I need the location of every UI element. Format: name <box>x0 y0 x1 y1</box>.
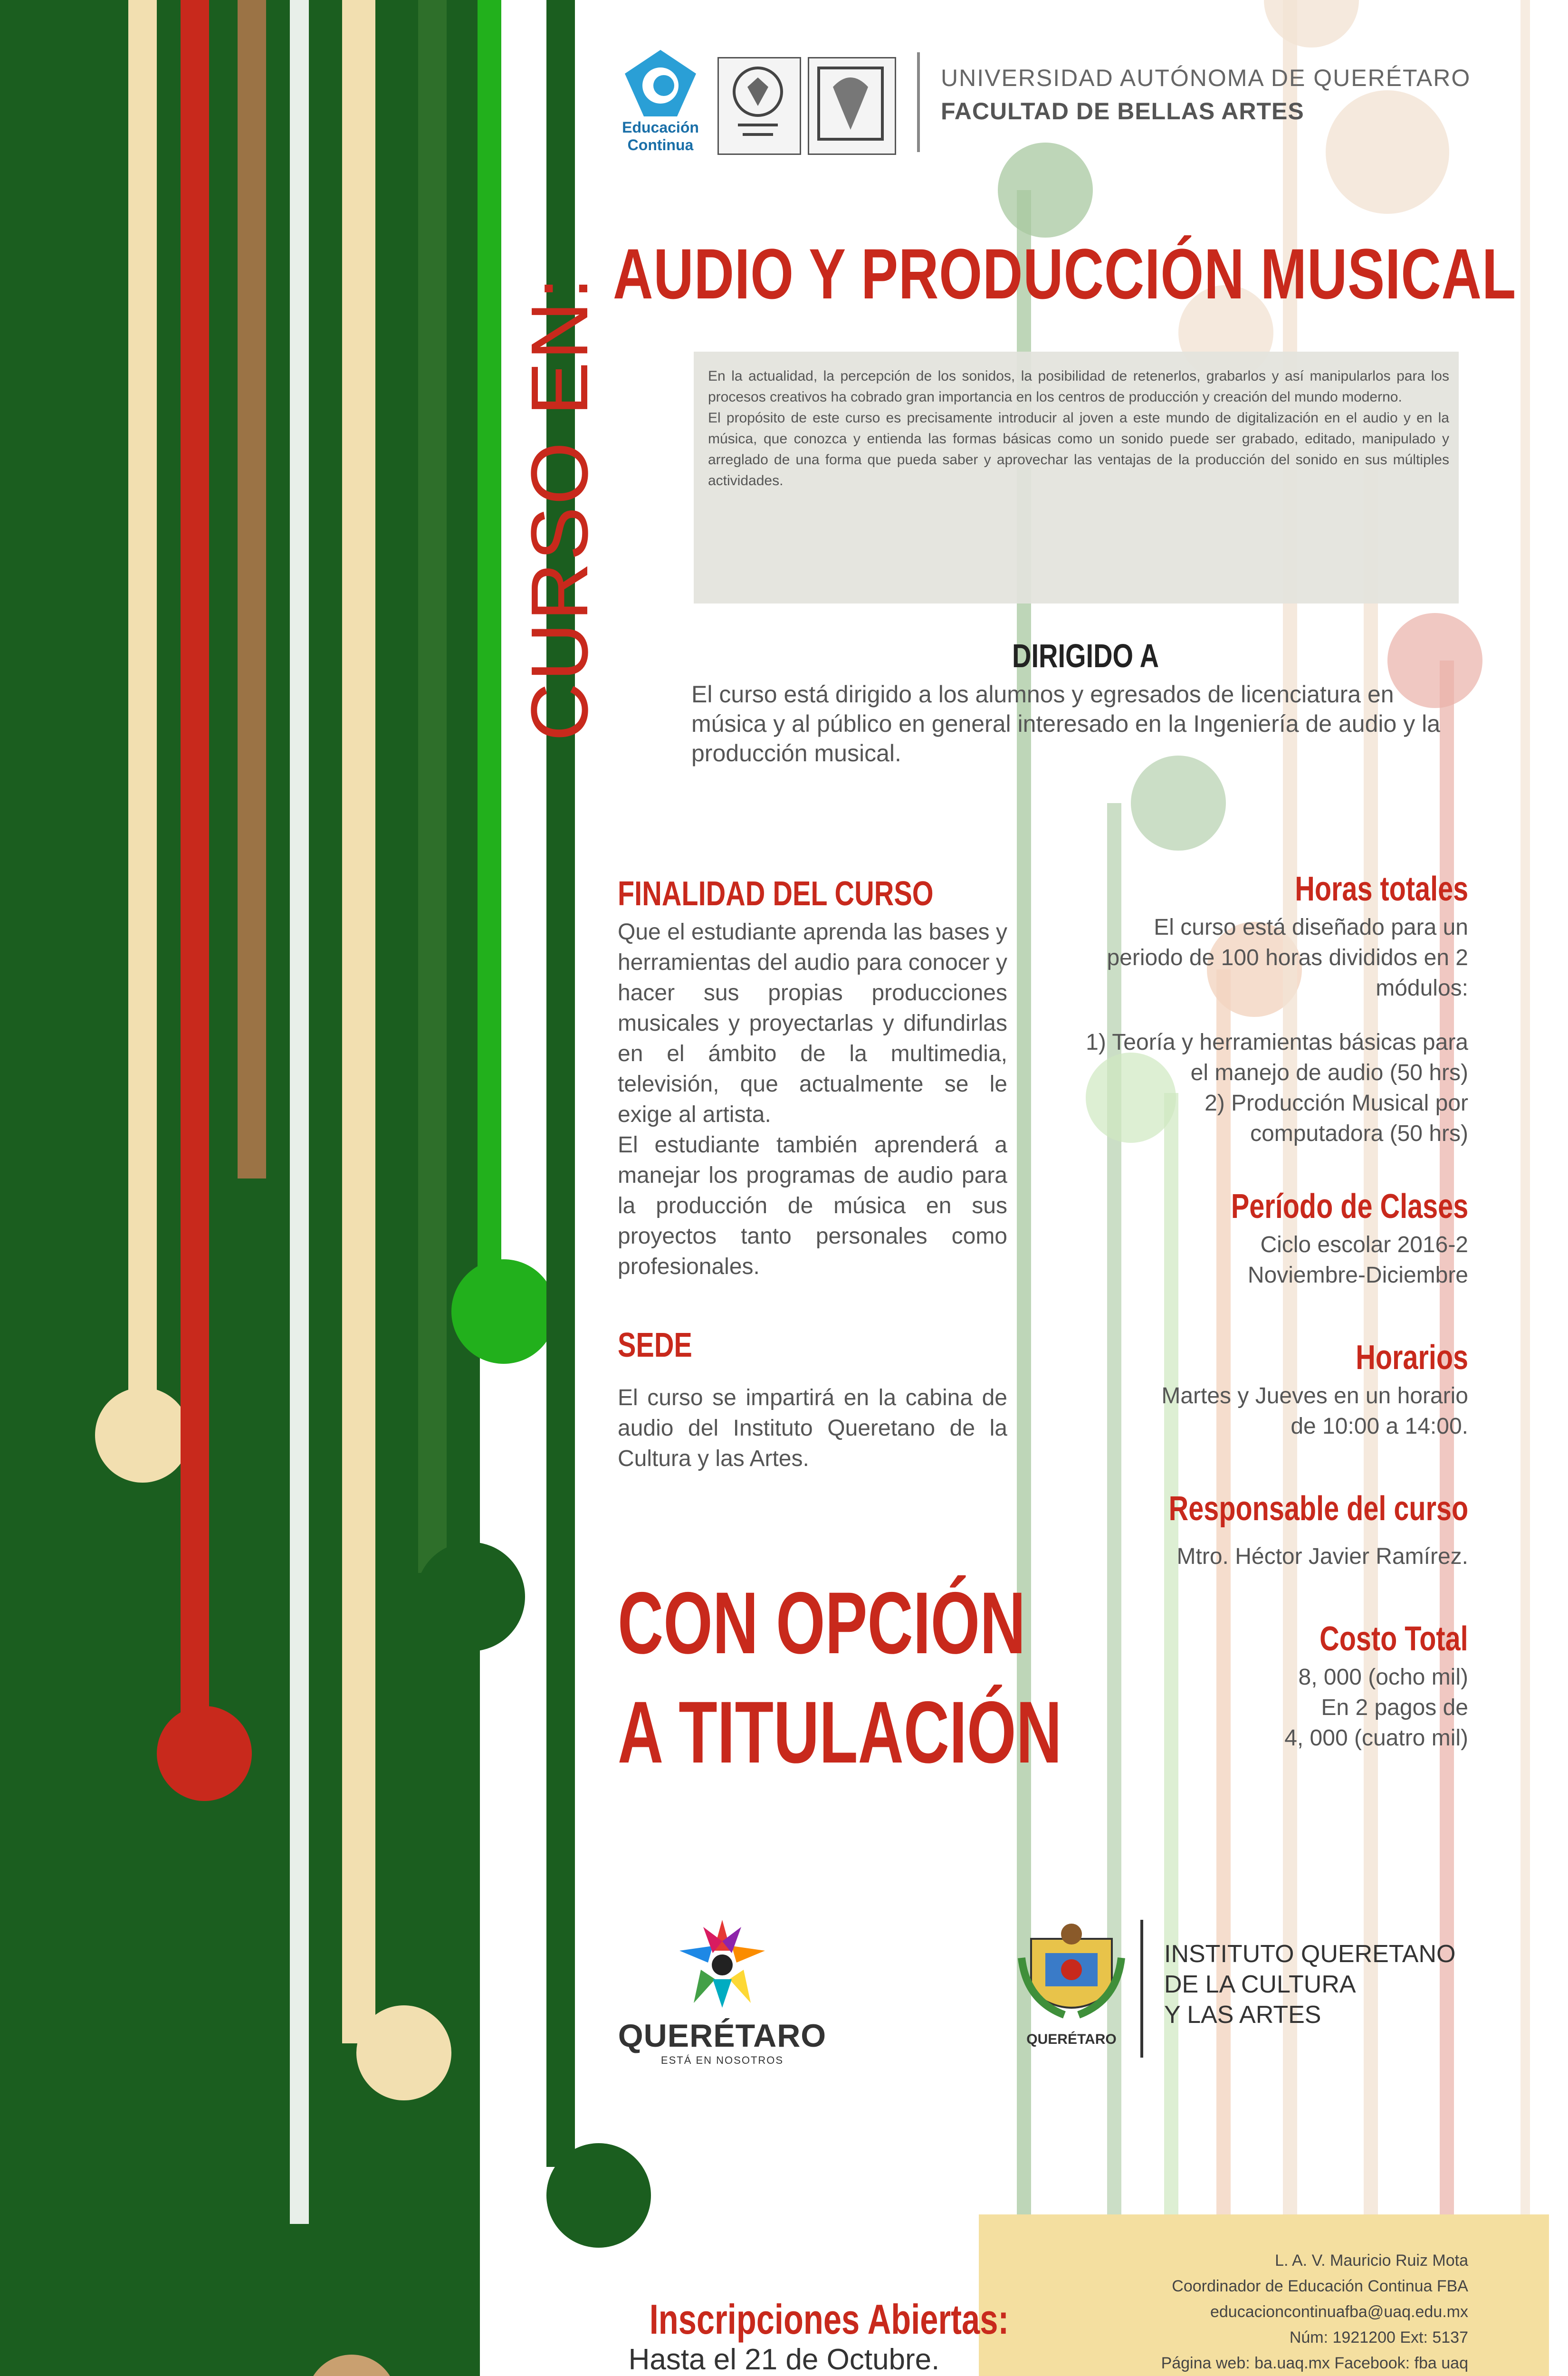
dark-green-dot <box>546 2143 651 2248</box>
sage-dot-1 <box>998 143 1093 238</box>
sede-heading: SEDE <box>618 1326 692 1364</box>
horas-module-2: 2) Producción Musical por computadora (50 hrs) <box>1205 1091 1468 1146</box>
contact-web[interactable]: Página web: ba.uaq.mx Facebook: fba uaq <box>1161 2354 1468 2372</box>
bright-green-dot <box>451 1259 556 1364</box>
brown-stripe <box>238 0 266 1178</box>
horas-intro: El curso está diseñado para un periodo de 100 horas divididos en 2 módulos: <box>1107 915 1468 1001</box>
finalidad-heading: FINALIDAD DEL CURSO <box>618 875 934 913</box>
course-title: AUDIO Y PRODUCCIÓN MUSICAL <box>613 234 1517 314</box>
iqca-name <box>1164 1939 1455 2030</box>
costo-line-3: 4, 000 (cuatro mil) <box>1284 1725 1468 1751</box>
contact-role: Coordinador de Educación Continua FBA <box>1172 2277 1468 2295</box>
intro-paragraph-2: El propósito de este curso es precisamente introducir al joven a este mundo de digitalización en el audio y en la música, que conozca y entienda las formas básicas como un sonido puede ser grabado, editado, manipulado y arreglado de una forma que pueda saber y aprovechar las ventajas de la producción del sonido en sus múltiples actividades. <box>708 410 1449 489</box>
horarios-line-2: de 10:00 a 14:00. <box>1291 1414 1468 1439</box>
periodo-line-1: Ciclo escolar 2016-2 <box>1260 1232 1468 1257</box>
continua-label: Continua <box>627 136 694 153</box>
gov-queretaro-logo <box>1012 1920 1131 2058</box>
horas-heading-text: Horas totales <box>1295 870 1468 908</box>
gov-queretaro-label: QUERÉTARO <box>1026 2031 1117 2047</box>
responsable-heading-text: Responsable del curso <box>1168 1490 1468 1528</box>
fba-seal <box>808 57 896 155</box>
periodo-heading-text: Período de Clases <box>1231 1188 1468 1226</box>
contact-phone: Núm: 1921200 Ext: 5137 <box>1289 2328 1468 2347</box>
cream-dot-1 <box>1326 90 1449 214</box>
uaq-seal <box>717 57 801 155</box>
contact-name: L. A. V. Mauricio Ruiz Mota <box>1275 2251 1468 2270</box>
bright-green-stripe <box>478 0 501 1283</box>
iqca-line-1: INSTITUTO QUERETANO <box>1164 1940 1456 1968</box>
faculty-name: FACULTAD DE BELLAS ARTES <box>941 98 1304 125</box>
green-dot <box>416 1542 525 1651</box>
intro-text <box>708 366 1449 491</box>
dirigido-text: El curso está dirigido a los alumnos y egresados de licenciatura en música y al público en general interesado en la Ingeniería de audio y la producción musical. <box>691 681 1441 766</box>
contact-block <box>993 2248 1468 2376</box>
queretaro-sub-label: ESTÁ EN NOSOTROS <box>660 2054 784 2066</box>
red-dot <box>157 1706 252 1801</box>
finalidad-paragraph-2: El estudiante también aprenderá a manejar los programas de audio para la producción de música en sus proyectos tanto personales como profesionales. <box>618 1132 1007 1279</box>
curso-en-vertical <box>513 219 608 741</box>
iqca-line-2: DE LA CULTURA <box>1164 1971 1356 1998</box>
header-divider <box>917 52 920 152</box>
inscripciones-date: Hasta el 21 de Octubre. <box>628 2343 940 2376</box>
contact-email[interactable]: educacioncontinuafba@uaq.edu.mx <box>1210 2303 1468 2321</box>
costo-heading-text: Costo Total <box>1319 1620 1468 1658</box>
sage-dot-2 <box>1131 756 1226 851</box>
educacion-continua-logo <box>611 45 710 153</box>
white-stripe <box>290 0 309 2224</box>
costo-heading <box>1045 1619 1468 1662</box>
queretaro-main-label: QUERÉTARO <box>618 2018 827 2054</box>
educacion-label: Educación <box>622 119 699 136</box>
gov-shield-icon <box>1012 1920 1131 2029</box>
horarios-line-1: Martes y Jueves en un horario <box>1161 1383 1468 1408</box>
intro-paragraph-1: En la actualidad, la percepción de los sonidos, la posibilidad de retenerlos, grabarlos y así manipularlos para los procesos creativos ha cobrado gran importancia en los centros de producción y creación del mundo moderno. <box>708 368 1449 405</box>
educacion-continua-icon <box>611 45 710 121</box>
periodo-line-2: Noviembre-Diciembre <box>1247 1263 1468 1288</box>
cream-dot-top <box>1264 0 1359 48</box>
curso-en-text: CURSO EN: <box>515 275 605 741</box>
uaq-seal-icon <box>719 58 797 151</box>
queretaro-flower-icon <box>613 1915 832 2015</box>
periodo-heading <box>1045 1187 1468 1230</box>
sede-text: El curso se impartirá en la cabina de audio del Instituto Queretano de la Cultura y las Artes. <box>618 1385 1007 1471</box>
horas-module-1: 1) Teoría y herramientas básicas para el manejo de audio (50 hrs) <box>1086 1030 1468 1085</box>
tan-dot-2 <box>356 2005 451 2100</box>
costo-line-1: 8, 000 (ocho mil) <box>1298 1665 1468 1690</box>
tan-stripe-2 <box>342 0 375 2043</box>
horas-heading <box>1045 870 1468 912</box>
responsable-name: Mtro. Héctor Javier Ramírez. <box>1176 1544 1468 1569</box>
fba-seal-icon <box>809 58 892 151</box>
finalidad-paragraph-1: Que el estudiante aprenda las bases y herramientas del audio para conocer y hacer sus propias producciones musicales y proyectarlas y difundirlas en el ámbito de la multimedia, televisión, que actualmente se le exige al artista. <box>618 920 1007 1127</box>
right-column <box>1045 870 1468 1753</box>
responsable-heading <box>1045 1489 1468 1532</box>
university-name: UNIVERSIDAD AUTÓNOMA DE QUERÉTARO <box>941 65 1471 91</box>
titulacion-line-1: CON OPCIÓN <box>618 1574 1026 1672</box>
red-stripe <box>181 0 209 1730</box>
titulacion-line-2: A TITULACIÓN <box>618 1684 1062 1782</box>
horarios-heading <box>1045 1338 1468 1381</box>
tan-stripe <box>128 0 157 1407</box>
green-stripe <box>418 0 447 1573</box>
inscripciones-heading-text: Inscripciones Abiertas: <box>649 2296 1009 2343</box>
horarios-heading-text: Horarios <box>1356 1339 1468 1377</box>
tan-dot <box>95 1388 190 1483</box>
finalidad-text <box>618 917 1007 1282</box>
iqca-line-3: Y LAS ARTES <box>1164 2001 1321 2029</box>
queretaro-logo <box>613 1915 832 2072</box>
dirigido-heading: DIRIGIDO A <box>1012 637 1159 674</box>
cream-stripe-3 <box>1520 0 1530 2376</box>
costo-line-2: En 2 pagos de <box>1321 1695 1468 1720</box>
inscripciones-block <box>599 2295 1009 2376</box>
iqca-divider <box>1140 1920 1143 2058</box>
inscripciones-heading <box>599 2295 1009 2343</box>
